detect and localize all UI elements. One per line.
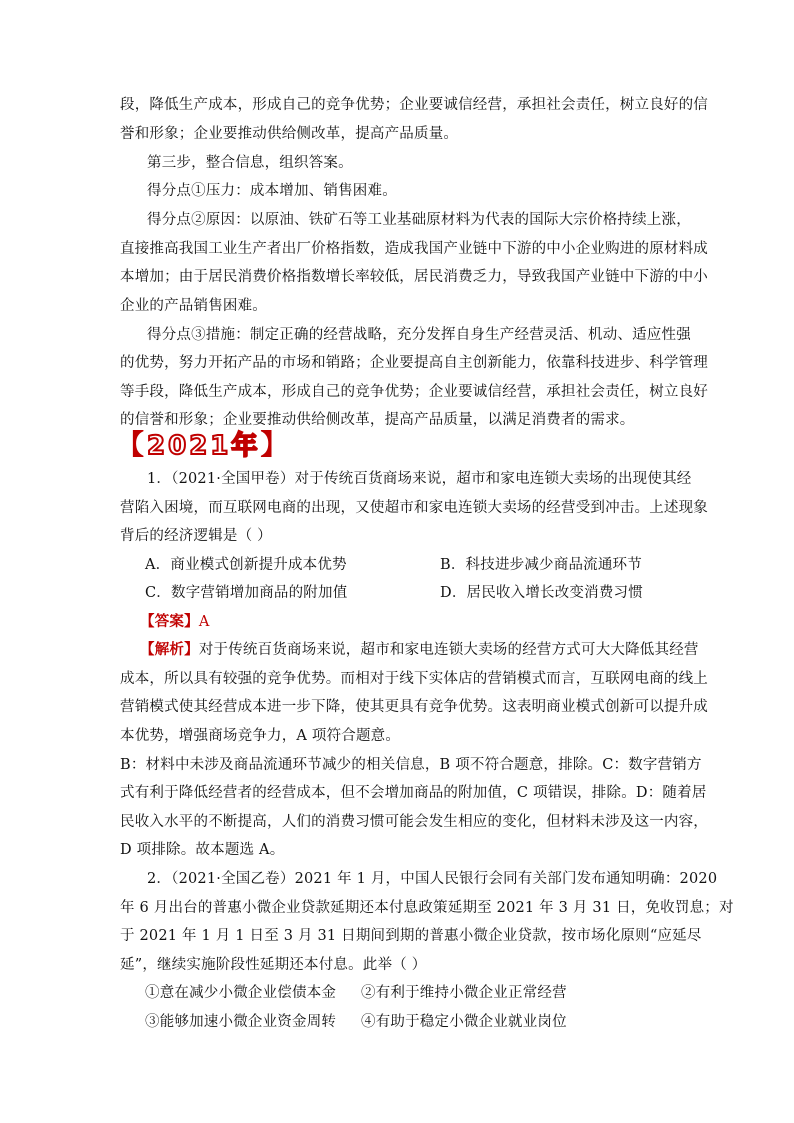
question-1-analysis-line: 营销模式使其经营成本进一步下降，使其更具有竞争优势。这表明商业模式创新可以提升成: [120, 699, 708, 715]
heading-close-bracket: 】: [260, 428, 292, 461]
score-point-3-line: 得分点③措施：制定正确的经营战略，充分发挥自身生产经营灵活、机动、适应性强: [147, 327, 691, 343]
answer-value: A: [198, 614, 210, 630]
score-point-2-line: 得分点②原因：以原油、铁矿石等工业基础原材料为代表的国际大宗价格持续上涨，: [147, 212, 691, 228]
question-1-option-b: B．科技进步减少商品流通环节: [440, 557, 642, 573]
year-section-heading: [116, 428, 292, 461]
question-2-item-2: ②有利于维持小微企业正常经营: [361, 985, 567, 1001]
question-1-analysis-line: 式有利于降低经营者的经营成本，但不会增加商品的附加值，C 项错误，排除。D：随着居: [120, 785, 707, 801]
question-1-analysis-line: 本优势，增强商场竞争力，A 项符合题意。: [120, 728, 401, 744]
heading-open-bracket: 【: [116, 428, 148, 461]
answer-tag: 【答案】: [140, 613, 199, 630]
step-three: 第三步，整合信息，组织答案。: [147, 155, 353, 171]
question-1-analysis-line: [140, 640, 700, 660]
question-2-item-4: ④有助于稳定小微企业就业岗位: [361, 1014, 567, 1030]
analysis-text: 对于传统百货商场来说，超市和家电连锁大卖场的经营方式可大大降低其经营: [198, 642, 699, 658]
question-1-analysis-line: 成本，所以具有较强的竞争优势。而相对于线下实体店的营销模式而言，互联网电商的线上: [120, 671, 708, 687]
score-point-3-line: 的信誉和形象；企业要推动供给侧改革，提高产品质量，以满足消费者的需求。: [120, 412, 635, 428]
analysis-tag: 【解析】: [140, 641, 199, 658]
score-point-2-line: 本增加；由于居民消费价格指数增长率较低，居民消费乏力，导致我国产业链中下游的中小: [120, 269, 708, 285]
heading-year-text: 2021年: [147, 430, 261, 461]
question-2-item-1: ①意在减少小微企业偿债本金: [145, 985, 337, 1001]
question-1-answer: [140, 612, 700, 632]
question-2-stem-line: 延”，继续实施阶段性延期还本付息。此举（ ）: [120, 957, 427, 973]
question-1-option-a: A．商业模式创新提升成本优势: [145, 557, 347, 573]
score-point-1: 得分点①压力：成本增加、销售困难。: [147, 183, 397, 199]
question-2-items-row: [145, 983, 705, 1003]
question-1-analysis-line: B：材料中未涉及商品流通环节减少的相关信息，B 项不符合题意，排除。C：数字营销方: [120, 757, 702, 773]
question-2-stem-line: 2．（2021·全国乙卷）2021 年 1 月，中国人民银行会同有关部门发布通知明确：2020: [147, 871, 718, 887]
intro-line: 誉和形象；企业要推动供给侧改革，提高产品质量。: [120, 126, 459, 142]
question-2-items-row: [145, 1012, 705, 1032]
question-1-option-d: D．居民收入增长改变消费习惯: [440, 585, 643, 601]
score-point-3-line: 的优势，努力开拓产品的市场和销路；企业要提高自主创新能力，依靠科技进步、科学管理: [120, 355, 708, 371]
score-point-2-line: 企业的产品销售困难。: [120, 298, 267, 314]
intro-line: 段，降低生产成本，形成自己的竞争优势；企业要诚信经营，承担社会责任，树立良好的信: [120, 97, 708, 113]
question-2-stem-line: 于 2021 年 1 月 1 日至 3 月 31 日期间到期的普惠小微企业贷款，按市场化原则“应延尽: [120, 928, 702, 944]
question-1-analysis-line: D 项排除。故本题选 A。: [120, 842, 285, 858]
question-2-item-3: ③能够加速小微企业资金周转: [145, 1014, 337, 1030]
question-1-option-c: C．数字营销增加商品的附加值: [145, 585, 348, 601]
score-point-3-line: 等手段，降低生产成本，形成自己的竞争优势；企业要诚信经营，承担社会责任，树立良好: [120, 384, 708, 400]
question-1-analysis-line: 民收入水平的不断提高，人们的消费习惯可能会发生相应的变化，但材料未涉及这一内容，: [120, 814, 708, 830]
score-point-2-line: 直接推高我国工业生产者出厂价格指数，造成我国产业链中下游的中小企业购进的原材料成: [120, 241, 708, 257]
question-2-stem-line: 年 6 月出台的普惠小微企业贷款延期还本付息政策延期至 2021 年 3 月 31 日，免收罚息；对: [120, 900, 734, 916]
question-1-stem-line: 背后的经济逻辑是（ ）: [120, 528, 272, 544]
question-1-stem-line: 营陷入困境，而互联网电商的出现，又使超市和家电连锁大卖场的经营受到冲击。上述现象: [120, 500, 708, 516]
question-1-stem-line: 1．（2021·全国甲卷）对于传统百货商场来说，超市和家电连锁大卖场的出现使其经: [147, 471, 692, 487]
